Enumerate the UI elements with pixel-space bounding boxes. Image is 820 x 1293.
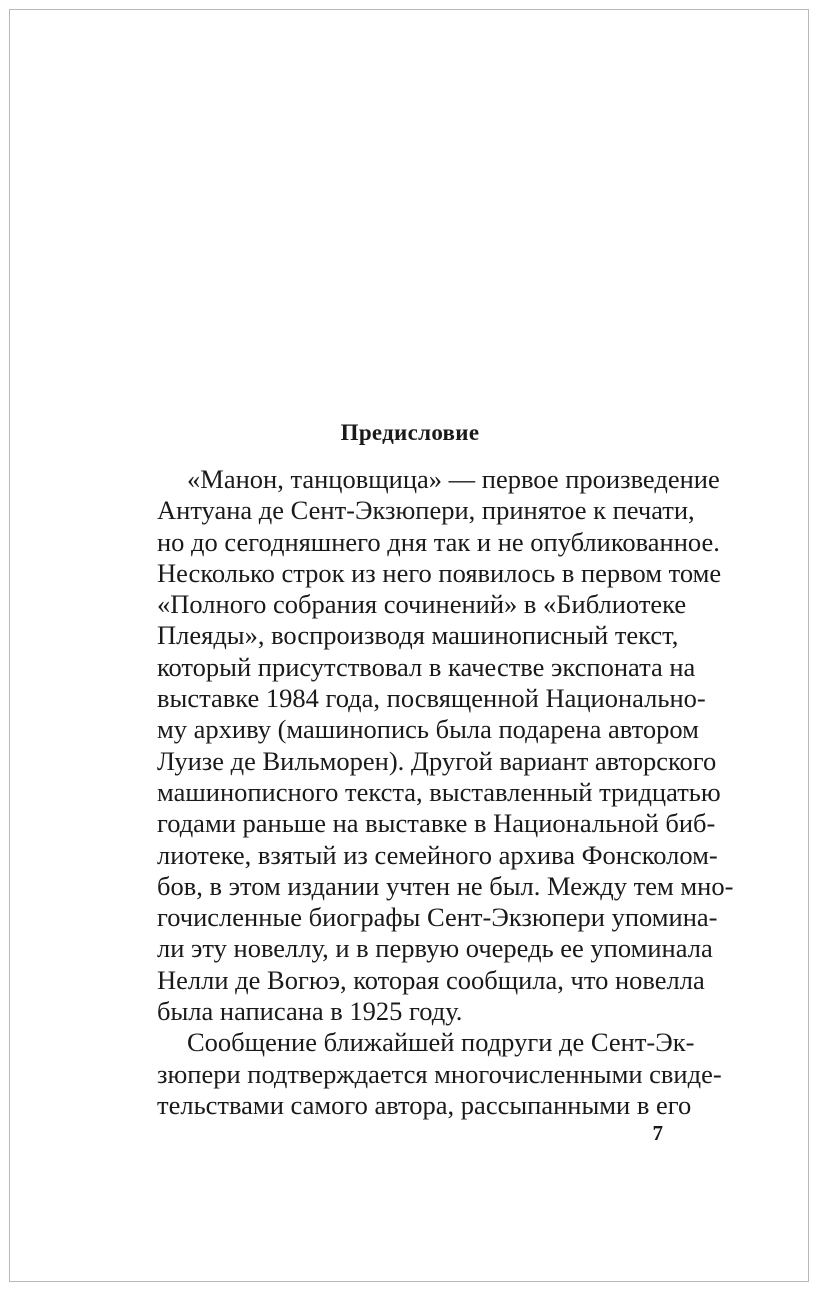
- text-line: но до сегодняшнего дня так и не опубликованное.: [157, 526, 720, 557]
- text-line: «Манон, танцовщица» — первое произведение: [187, 464, 720, 494]
- text-line: «Полного собрания сочинений» в «Библиотеке: [157, 589, 687, 620]
- text-line: машинописного текста, выставленный тридцатью: [157, 776, 721, 807]
- page-number: 7: [652, 1121, 663, 1145]
- text-line: зюпери подтверждается многочисленными свиде-: [157, 1058, 722, 1089]
- text-line: была написана в 1925 году.: [157, 996, 463, 1027]
- text-line: гочисленные биографы Сент-Экзюпери упомина-: [157, 902, 718, 933]
- text-line: му архиву (машинопись была подарена автором: [157, 714, 699, 745]
- text-line: который присутствовал в качестве экспоната на: [157, 651, 696, 682]
- text-line: тельствами самого автора, рассыпанными в его: [157, 1089, 692, 1120]
- text-line: лиотеке, взятый из семейного архива Фонсколом-: [157, 839, 718, 870]
- text-line: Плеяды», воспроизводя машинописный текст,: [157, 620, 679, 651]
- text-line: бов, в этом издании учтен не был. Между тем мно-: [157, 870, 734, 901]
- text-line: ли эту новеллу, и в первую очередь ее упоминала: [157, 933, 713, 964]
- body-text: [157, 464, 734, 1121]
- text-line: Луизе де Вильморен). Другой вариант авторского: [157, 745, 717, 776]
- text-line: Нелли де Вогюэ, которая сообщила, что новелла: [157, 964, 705, 995]
- text-line: выставке 1984 года, посвященной Национально-: [157, 683, 706, 714]
- text-line: Антуана де Сент-Экзюпери, принятое к печати,: [157, 495, 695, 526]
- text-line: годами раньше на выставке в Национальной биб-: [157, 808, 716, 839]
- chapter-heading: Предисловие: [340, 420, 480, 445]
- text-line: Сообщение ближайшей подруги де Сент-Эк-: [187, 1027, 695, 1058]
- text-line: Несколько строк из него появилось в первом томе: [157, 557, 722, 588]
